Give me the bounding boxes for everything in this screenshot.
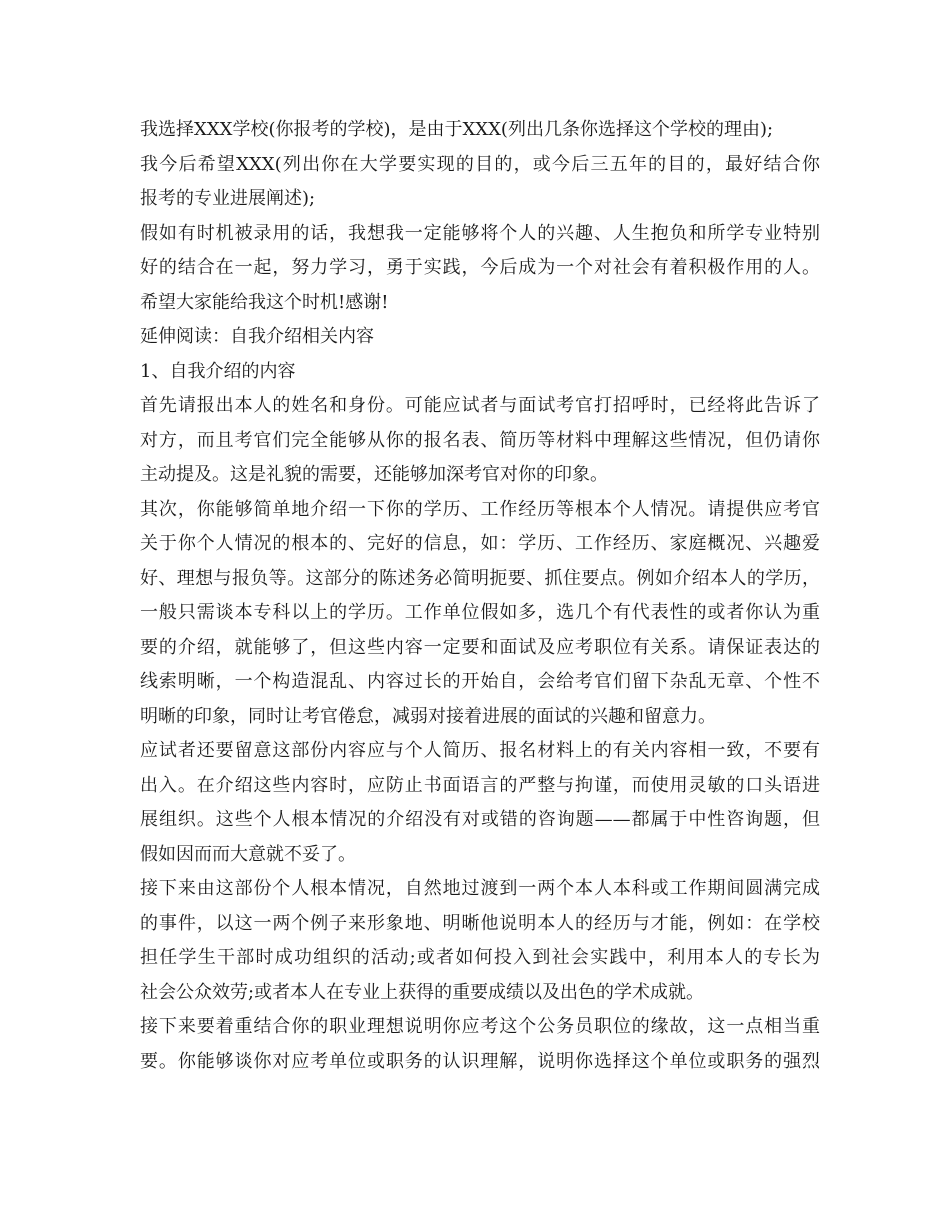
text-line: 关于你个人情况的根本的、完好的信息，如：学历、工作经历、家庭概况、兴趣爱 bbox=[140, 533, 820, 554]
text-line: 报考的专业进展阐述); bbox=[140, 188, 316, 209]
text-line: 我今后希望XXX(列出你在大学要实现的目的，或今后三五年的目的，最好结合你 bbox=[140, 153, 820, 175]
text-line: 一般只需谈本专科以上的学历。工作单位假如多，选几个有代表性的或者你认为重 bbox=[140, 602, 820, 623]
text-line: 其次，你能够简单地介绍一下你的学历、工作经历等根本个人情况。请提供应考官 bbox=[140, 498, 820, 520]
text-line: 展组织。这些个人根本情况的介绍没有对或错的咨询题——都属于中性咨询题，但 bbox=[140, 809, 820, 830]
text-line: 社会公众效劳;或者本人在专业上获得的重要成绩以及出色的学术成就。 bbox=[140, 981, 705, 1003]
text-line: 接下来由这部份个人根本情况，自然地过渡到一两个本人本科或工作期间圆满完成 bbox=[140, 878, 820, 899]
text-line: 接下来要着重结合你的职业理想说明你应考这个公务员职位的缘故，这一点相当重 bbox=[140, 1016, 820, 1037]
text-line: 好的结合在一起，努力学习，勇于实践，今后成为一个对社会有着积极作用的人。 bbox=[140, 257, 820, 278]
text-line: 对方，而且考官们完全能够从你的报名表、简历等材料中理解这些情况，但仍请你 bbox=[140, 429, 820, 451]
text-line: 出入。在介绍这些内容时，应防止书面语言的严整与拘谨，而使用灵敏的口头语进 bbox=[140, 774, 820, 796]
text-line: 首先请报出本人的姓名和身份。可能应试者与面试考官打招呼时，已经将此告诉了 bbox=[140, 395, 820, 416]
text-line: 明晰的印象，同时让考官倦怠，减弱对接着进展的面试的兴趣和留意力。 bbox=[140, 705, 716, 727]
subsection-heading: 1、自我介绍的内容 bbox=[140, 360, 296, 382]
text-line: 应试者还要留意这部份内容应与个人简历、报名材料上的有关内容相一致，不要有 bbox=[140, 740, 820, 761]
text-line: 线索明晰，一个构造混乱、内容过长的开始自，会给考官们留下杂乱无章、个性不 bbox=[140, 671, 820, 692]
document-body bbox=[140, 113, 820, 1079]
section-heading: 延伸阅读：自我介绍相关内容 bbox=[140, 326, 374, 347]
text-line: 希望大家能给我这个时机!感谢! bbox=[140, 291, 389, 313]
text-line: 要的介绍，就能够了，但这些内容一定要和面试及应考职位有关系。请保证表达的 bbox=[140, 636, 820, 658]
text-line: 假如有时机被录用的话，我想我一定能够将个人的兴趣、人生抱负和所学专业特别 bbox=[140, 222, 820, 244]
text-line: 的事件，以这一两个例子来形象地、明晰他说明本人的经历与才能，例如：在学校 bbox=[140, 912, 820, 934]
text-line: 假如因而而大意就不妥了。 bbox=[140, 843, 356, 865]
text-line: 好、理想与报负等。这部分的陈述务必简明扼要、抓住要点。例如介绍本人的学历， bbox=[140, 567, 820, 589]
text-line: 要。你能够谈你对应考单位或职务的认识理解，说明你选择这个单位或职务的强烈 bbox=[140, 1050, 820, 1072]
text-line: 主动提及。这是礼貌的需要，还能够加深考官对你的印象。 bbox=[140, 464, 608, 485]
text-line: 我选择XXX学校(你报考的学校)，是由于XXX(列出几条你选择这个学校的理由); bbox=[140, 119, 774, 140]
text-line: 担任学生干部时成功组织的活动;或者如何投入到社会实践中，利用本人的专长为 bbox=[140, 947, 820, 968]
